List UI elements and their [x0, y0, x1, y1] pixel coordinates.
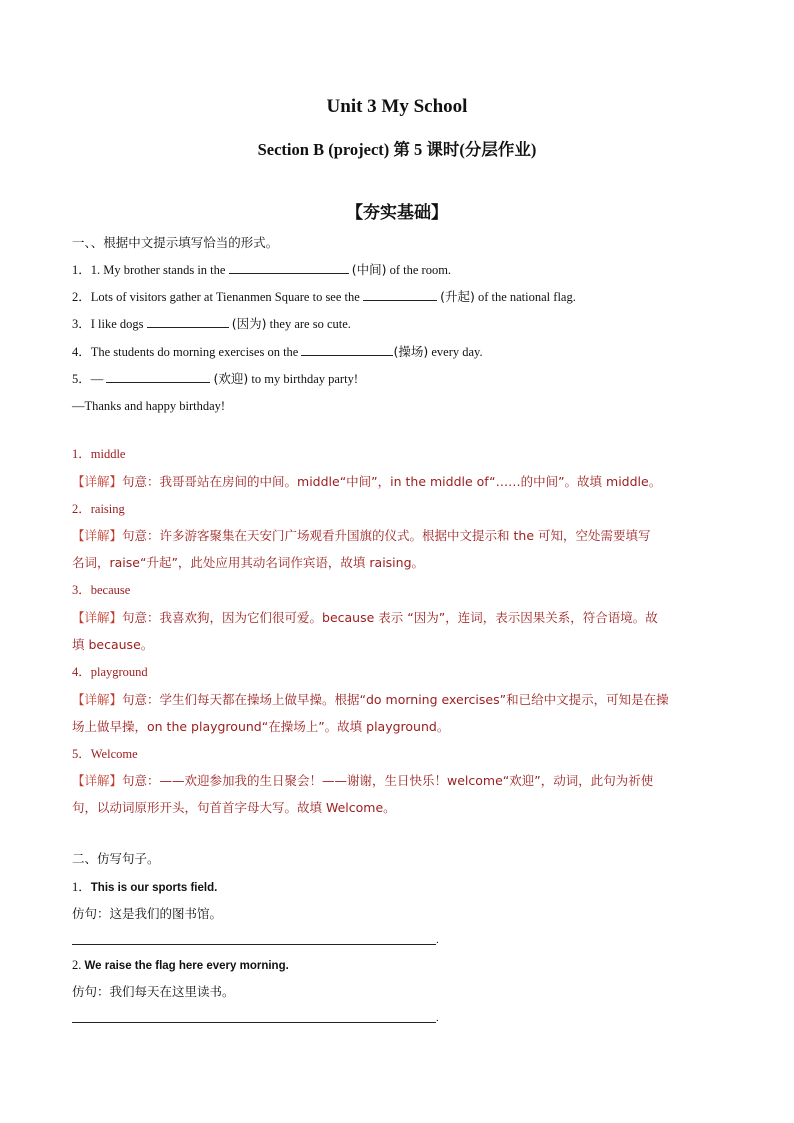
question-1: [72, 261, 451, 279]
answer-4-explanation: 【详解】句意：学生们每天都在操场上做早操。根据“do morning exercises”和已给中文提示，可知是在操: [72, 692, 669, 707]
q2-blank[interactable]: [363, 288, 437, 301]
answer-line-1[interactable]: [72, 944, 436, 945]
q3-post: they are so cute.: [269, 317, 351, 331]
q3-text: 3．I like dogs: [72, 317, 144, 331]
model-sentence-2: We raise the flag here every morning.: [84, 960, 289, 972]
section-title: Section B (project) 第 5 课时(分层作业): [257, 140, 537, 159]
q4-post: every day.: [431, 345, 483, 359]
q5-hint: (欢迎): [213, 371, 249, 386]
imitation-prompt-2: 仿句：我们每天在这里读书。: [72, 984, 235, 999]
q1-post: of the room.: [389, 263, 452, 277]
question-2: [72, 288, 576, 306]
part2-heading: 二、仿写句子。: [72, 851, 160, 866]
answer-3-explanation-cont: 填 because。: [72, 637, 154, 652]
q5-post: to my birthday party!: [251, 372, 358, 386]
q2-hint: (升起): [440, 289, 475, 304]
imitation-prompt-1: 仿句：这是我们的图书馆。: [72, 906, 223, 921]
end-dot-1: .: [436, 934, 439, 946]
answer-line-2[interactable]: [72, 1022, 436, 1023]
answer-1-explanation: 【详解】句意：我哥哥站在房间的中间。middle“中间”，in the middle of“……的中间”。故填 middle。: [72, 474, 662, 489]
question-5-reply: —Thanks and happy birthday!: [72, 399, 226, 413]
q4-text: 4．The students do morning exercises on the: [72, 345, 299, 359]
answer-1-number: 1．middle: [72, 447, 126, 461]
unit-title: Unit 3 My School: [326, 96, 468, 117]
answer-3-explanation: 【详解】句意：我喜欢狗，因为它们很可爱。because 表示 “因为”，连词，表示因果关系，符合语境。故: [72, 610, 658, 625]
q5-text: 5．—: [72, 372, 104, 386]
detail-tag: 【详解】: [72, 773, 123, 788]
q3-blank[interactable]: [147, 315, 229, 328]
answer-4-number: 4．playground: [72, 665, 148, 679]
sentence-1: 1．This is our sports field.: [72, 880, 218, 894]
q1-hint: (中间): [351, 262, 387, 277]
answer-2-number: 2．raising: [72, 502, 125, 516]
q4-blank[interactable]: [301, 343, 393, 356]
q1-text: 1．1. My brother stands in the: [72, 263, 226, 277]
answer-2-explanation: 【详解】句意：许多游客聚集在天安门广场观看升国旗的仪式。根据中文提示和 the 可知，空处需要填写: [72, 528, 651, 543]
answer-3-number: 3．because: [72, 583, 131, 597]
q2-text: 2．Lots of visitors gather at Tienanmen Square to see the: [72, 290, 360, 304]
part1-heading: 一、、根据中文提示填写恰当的形式。: [72, 235, 279, 250]
q1-blank[interactable]: [229, 261, 349, 274]
sentence-2: 2. We raise the flag here every morning.: [72, 958, 289, 972]
detail-tag: 【详解】: [72, 610, 123, 625]
model-sentence-1: This is our sports field.: [90, 882, 218, 894]
q3-hint: (因为): [231, 316, 267, 331]
answer-5-number: 5．Welcome: [72, 747, 138, 761]
answer-5-explanation: 【详解】句意：——欢迎参加我的生日聚会！——谢谢，生日快乐！welcome“欢迎”，动词，此句为祈使: [72, 773, 654, 788]
q5-blank[interactable]: [106, 370, 210, 383]
q4-hint: (操场): [393, 344, 429, 359]
question-3: [72, 315, 351, 333]
answer-5-explanation-cont: 句，以动词原形开头，句首首字母大写。故填 Welcome。: [72, 800, 396, 815]
block-title: 【夯实基础】: [346, 203, 448, 223]
answer-2-explanation-cont: 名词，raise“升起”，此处应用其动名词作宾语，故填 raising。: [72, 555, 425, 570]
question-5: [72, 370, 358, 388]
detail-tag: 【详解】: [72, 528, 123, 543]
q2-post: of the national flag.: [477, 290, 576, 304]
answer-4-explanation-cont: 场上做早操，on the playground“在操场上”。故填 playground。: [72, 719, 450, 734]
end-dot-2: .: [436, 1012, 439, 1024]
detail-tag: 【详解】: [72, 692, 123, 707]
question-4: [72, 343, 483, 361]
detail-tag: 【详解】: [72, 474, 123, 489]
